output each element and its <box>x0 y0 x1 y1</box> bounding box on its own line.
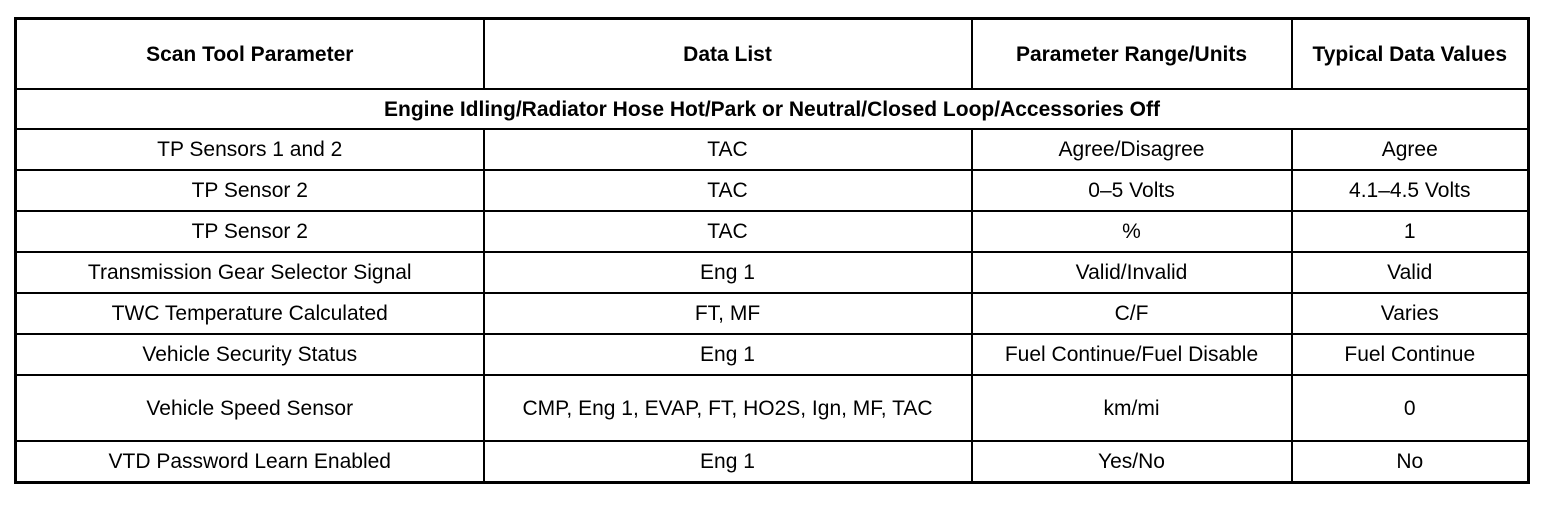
cell-parameter: Vehicle Speed Sensor <box>16 375 484 441</box>
cell-range-units: km/mi <box>972 375 1292 441</box>
table-row <box>16 129 1529 170</box>
table-row <box>16 211 1529 252</box>
cell-typical-value: Valid <box>1292 252 1529 293</box>
cell-data-list: CMP, Eng 1, EVAP, FT, HO2S, Ign, MF, TAC <box>484 375 972 441</box>
cell-typical-value: No <box>1292 441 1529 483</box>
cell-parameter: VTD Password Learn Enabled <box>16 441 484 483</box>
table-row <box>16 170 1529 211</box>
cell-typical-value: Varies <box>1292 293 1529 334</box>
cell-parameter: TP Sensors 1 and 2 <box>16 129 484 170</box>
header-typical-data-values: Typical Data Values <box>1292 19 1529 90</box>
table-row <box>16 293 1529 334</box>
cell-parameter: Vehicle Security Status <box>16 334 484 375</box>
cell-parameter: Transmission Gear Selector Signal <box>16 252 484 293</box>
header-parameter-range-units: Parameter Range/Units <box>972 19 1292 90</box>
cell-data-list: TAC <box>484 170 972 211</box>
table-row <box>16 252 1529 293</box>
scan-tool-data-table <box>14 17 1530 484</box>
cell-typical-value: Fuel Continue <box>1292 334 1529 375</box>
table-row <box>16 441 1529 483</box>
cell-typical-value: Agree <box>1292 129 1529 170</box>
header-data-list: Data List <box>484 19 972 90</box>
cell-parameter: TP Sensor 2 <box>16 170 484 211</box>
table-row <box>16 334 1529 375</box>
cell-range-units: % <box>972 211 1292 252</box>
section-row <box>16 89 1529 129</box>
cell-parameter: TP Sensor 2 <box>16 211 484 252</box>
header-scan-tool-parameter: Scan Tool Parameter <box>16 19 484 90</box>
table-row <box>16 375 1529 441</box>
cell-range-units: Agree/Disagree <box>972 129 1292 170</box>
cell-range-units: Fuel Continue/Fuel Disable <box>972 334 1292 375</box>
cell-range-units: C/F <box>972 293 1292 334</box>
cell-data-list: Eng 1 <box>484 334 972 375</box>
header-row <box>16 19 1529 90</box>
cell-typical-value: 4.1–4.5 Volts <box>1292 170 1529 211</box>
cell-data-list: TAC <box>484 211 972 252</box>
cell-data-list: TAC <box>484 129 972 170</box>
cell-typical-value: 0 <box>1292 375 1529 441</box>
cell-typical-value: 1 <box>1292 211 1529 252</box>
section-title: Engine Idling/Radiator Hose Hot/Park or Neutral/Closed Loop/Accessories Off <box>16 89 1529 129</box>
cell-data-list: Eng 1 <box>484 441 972 483</box>
cell-data-list: Eng 1 <box>484 252 972 293</box>
cell-parameter: TWC Temperature Calculated <box>16 293 484 334</box>
cell-range-units: Valid/Invalid <box>972 252 1292 293</box>
cell-data-list: FT, MF <box>484 293 972 334</box>
cell-range-units: 0–5 Volts <box>972 170 1292 211</box>
cell-range-units: Yes/No <box>972 441 1292 483</box>
